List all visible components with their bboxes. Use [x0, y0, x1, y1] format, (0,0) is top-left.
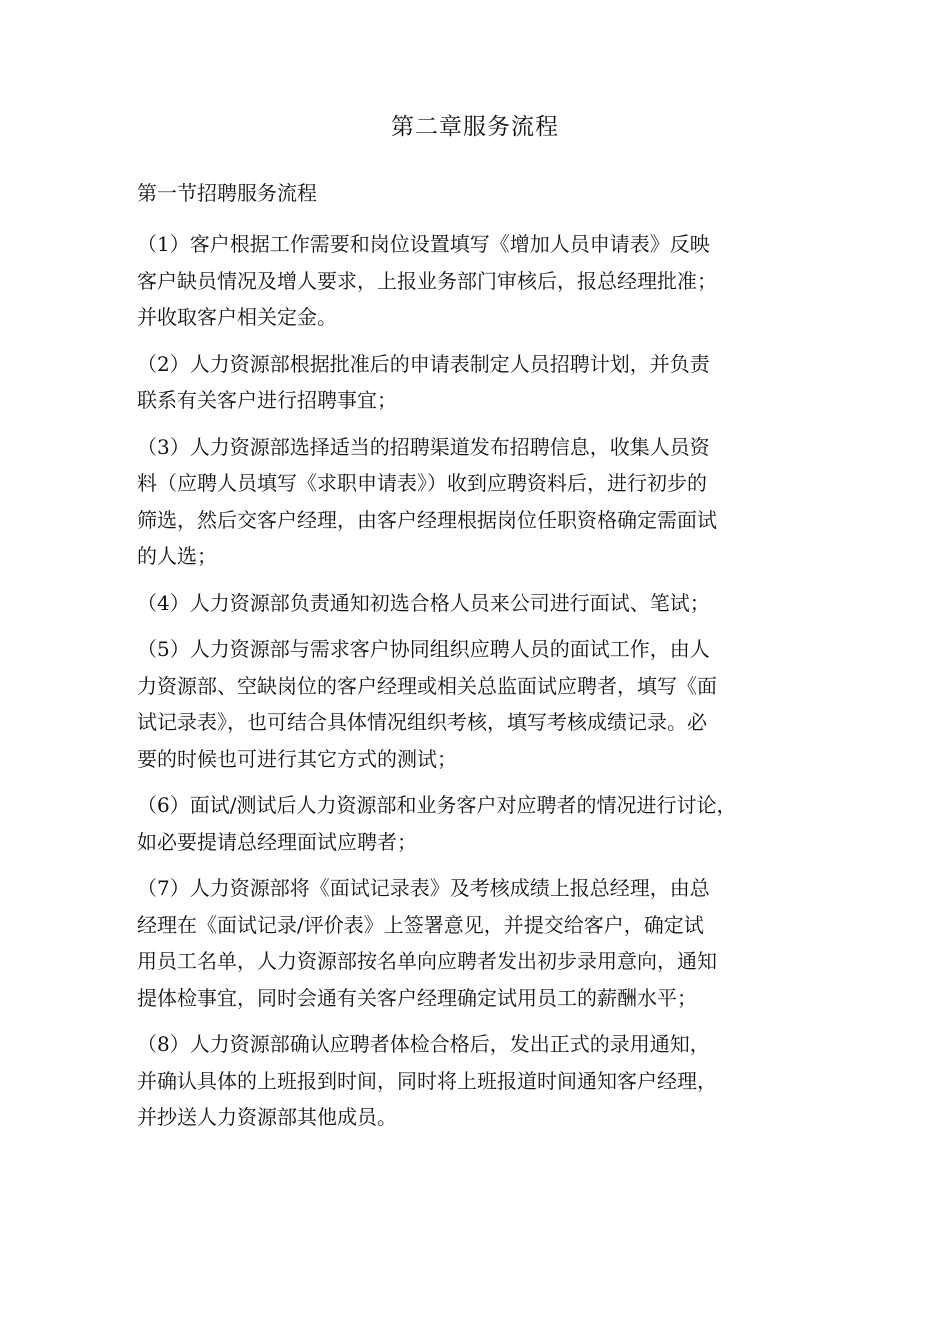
paragraph-line: 并确认具体的上班报到时间，同时将上班报道时间通知客户经理， [137, 1068, 717, 1093]
paragraph [137, 429, 837, 575]
section-title: 第一节招聘服务流程 [137, 181, 317, 205]
paragraph-line: 试记录表》，也可结合具体情况组织考核，填写考核成绩记录。必 [137, 710, 707, 734]
paragraph-line: （6）面试/测试后人力资源部和业务客户对应聘者的情况进行讨论， [137, 793, 737, 817]
paragraph-line: （8）人力资源部确认应聘者体检合格后，发出正式的录用通知， [137, 1032, 710, 1056]
paragraph-line: 筛选，然后交客户经理，由客户经理根据岗位任职资格确定需面试 [137, 507, 717, 532]
paragraph [137, 226, 837, 336]
paragraph-line: 的人选； [137, 544, 217, 568]
paragraph-line: 并收取客户相关定金。 [137, 305, 337, 329]
paragraph-line: 力资源部、空缺岗位的客户经理或相关总监面试应聘者，填写《面 [137, 673, 717, 698]
paragraph-line: 料（应聘人员填写《求职申请表》）收到应聘资料后，进行初步的 [137, 471, 707, 495]
paragraph-line: 提体检事宜，同时会通有关客户经理确定试用员工的薪酬水平； [137, 985, 697, 1010]
paragraph-line: （5）人力资源部与需求客户协同组织应聘人员的面试工作，由人 [137, 637, 710, 661]
paragraph-line: （7）人力资源部将《面试记录表》及考核成绩上报总经理，由总 [137, 876, 710, 900]
paragraph [137, 1026, 837, 1136]
paragraph [137, 787, 837, 860]
paragraph-line: 并抄送人力资源部其他成员。 [137, 1105, 397, 1129]
paragraph-line: 联系有关客户进行招聘事宜； [137, 388, 397, 412]
chapter-title: 第二章服务流程 [391, 114, 559, 140]
paragraph [137, 585, 837, 622]
body-content [137, 226, 837, 1146]
paragraph-line: （1）客户根据工作需要和岗位设置填写《增加人员申请表》反映 [137, 232, 710, 256]
paragraph [137, 631, 837, 777]
paragraph-line: 用员工名单，人力资源部按名单向应聘者发出初步录用意向，通知 [137, 949, 717, 973]
paragraph-line: 经理在《面试记录/评价表》上签署意见，并提交给客户，确定试 [137, 912, 704, 937]
paragraph-line: 如必要提请总经理面试应聘者； [137, 829, 417, 854]
paragraph-line: （3）人力资源部选择适当的招聘渠道发布招聘信息，收集人员资 [137, 434, 710, 459]
paragraph-line: 要的时候也可进行其它方式的测试； [137, 746, 457, 771]
paragraph [137, 870, 837, 1016]
paragraph-line: （4）人力资源部负责通知初选合格人员来公司进行面试、笔试； [137, 590, 710, 615]
paragraph [137, 346, 837, 419]
paragraph-line: 客户缺员情况及增人要求，上报业务部门审核后，报总经理批准； [137, 268, 717, 293]
paragraph-line: （2）人力资源部根据批准后的申请表制定人员招聘计划，并负责 [137, 351, 710, 376]
